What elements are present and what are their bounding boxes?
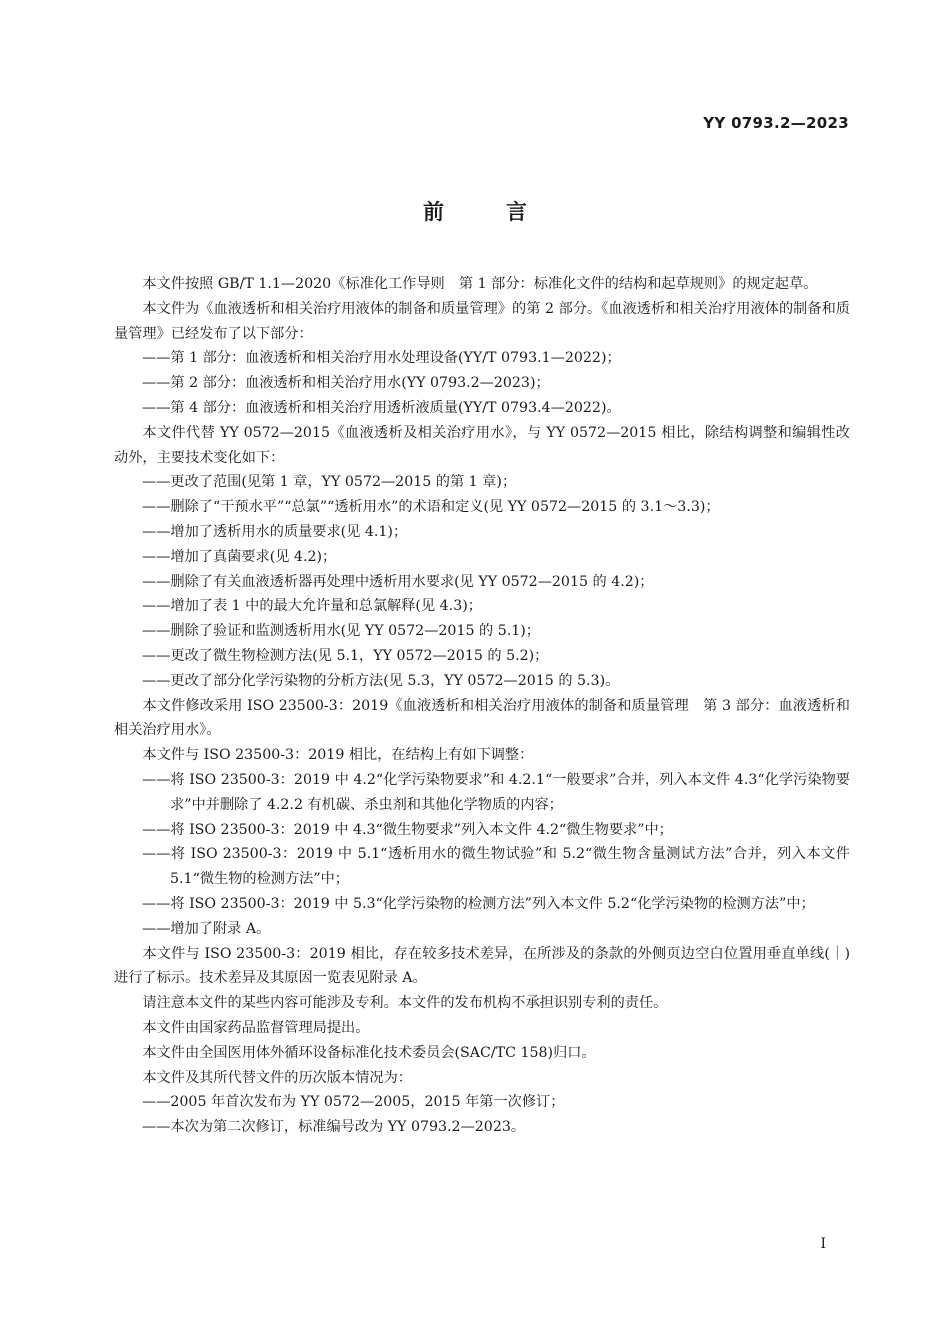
list-item: ——更改了微生物检测方法(见 5.1，YY 0572—2015 的 5.2)；	[142, 647, 549, 664]
list-item: ——删除了有关血液透析器再处理中透析用水要求(见 YY 0572—2015 的 4.2)；	[142, 573, 654, 590]
list-item: ——更改了范围(见第 1 章，YY 0572—2015 的第 1 章)；	[142, 474, 517, 491]
list-item: ——增加了附录 A。	[142, 920, 271, 937]
list-item: ——更改了部分化学污染物的分析方法(见 5.3，YY 0572—2015 的 5.3)。	[142, 672, 620, 689]
list-item: ——将 ISO 23500-3：2019 中 4.3“微生物要求”列入本文件 4.2“微生物要求”中；	[142, 821, 673, 838]
list-item: ——第 4 部分：血液透析和相关治疗用透析液质量(YY/T 0793.4—2022)。	[142, 399, 621, 416]
foreword-body	[114, 272, 850, 1140]
paragraph: 请注意本文件的某些内容可能涉及专利。本文件的发布机构不承担识别专利的责任。	[142, 995, 668, 1012]
list-item: ——将 ISO 23500-3：2019 中 4.2“化学污染物要求”和 4.2.1“一般要求”合并，列入本文件 4.3“化学污染物要求”中并删除了 4.2.2 有机碳、杀虫剂和其他化学物质的内容；	[142, 771, 850, 813]
paragraph: 本文件为《血液透析和相关治疗用液体的制备和质量管理》的第 2 部分。《血液透析和相关治疗用液体的制备和质量管理》已经发布了以下部分：	[114, 300, 850, 342]
title-char-2: 言	[506, 200, 527, 224]
page-title	[0, 196, 950, 226]
title-char-1: 前	[423, 200, 444, 224]
paragraph: 本文件与 ISO 23500-3：2019 相比，存在较多技术差异，在所涉及的条款的外侧页边空白位置用垂直单线(｜)进行了标示。技术差异及其原因一览表见附录 A。	[114, 945, 850, 987]
list-item: ——第 2 部分：血液透析和相关治疗用水(YY 0793.2—2023)；	[142, 375, 550, 392]
paragraph: 本文件由国家药品监督管理局提出。	[142, 1019, 370, 1036]
list-item: ——将 ISO 23500-3：2019 中 5.3“化学污染物的检测方法”列入本文件 5.2“化学污染物的检测方法”中；	[142, 895, 815, 912]
list-item: ——增加了真菌要求(见 4.2)；	[142, 548, 337, 565]
list-item: ——第 1 部分：血液透析和相关治疗用水处理设备(YY/T 0793.1—2022)；	[142, 350, 621, 367]
list-item: ——增加了透析用水的质量要求(见 4.1)；	[142, 523, 408, 540]
list-item: ——删除了验证和监测透析用水(见 YY 0572—2015 的 5.1)；	[142, 623, 540, 640]
paragraph: 本文件及其所代替文件的历次版本情况为：	[142, 1069, 412, 1086]
list-item: ——将 ISO 23500-3：2019 中 5.1“透析用水的微生物试验”和 5.2“微生物含量测试方法”合并，列入本文件 5.1“微生物的检测方法”中；	[142, 846, 850, 888]
list-item: ——2005 年首次发布为 YY 0572—2005，2015 年第一次修订；	[142, 1094, 565, 1111]
list-item: ——增加了表 1 中的最大允许量和总氯解释(见 4.3)；	[142, 598, 482, 615]
paragraph: 本文件修改采用 ISO 23500-3：2019《血液透析和相关治疗用液体的制备和质量管理 第 3 部分：血液透析和相关治疗用水》。	[114, 697, 850, 739]
document-number: YY 0793.2—2023	[703, 114, 849, 132]
page-number: I	[820, 1236, 826, 1252]
paragraph: 本文件与 ISO 23500-3：2019 相比，在结构上有如下调整：	[142, 747, 534, 764]
paragraph: 本文件按照 GB/T 1.1—2020《标准化工作导则 第 1 部分：标准化文件的结构和起草规则》的规定起草。	[142, 276, 818, 292]
paragraph: 本文件由全国医用体外循环设备标准化技术委员会(SAC/TC 158)归口。	[142, 1044, 596, 1061]
paragraph: 本文件代替 YY 0572—2015《血液透析及相关治疗用水》，与 YY 0572—2015 相比，除结构调整和编辑性改动外，主要技术变化如下：	[114, 424, 850, 466]
list-item: ——删除了“干预水平”“总氯”“透析用水”的术语和定义(见 YY 0572—2015 的 3.1～3.3)；	[142, 499, 720, 516]
list-item: ——本次为第二次修订，标准编号改为 YY 0793.2—2023。	[142, 1119, 526, 1136]
